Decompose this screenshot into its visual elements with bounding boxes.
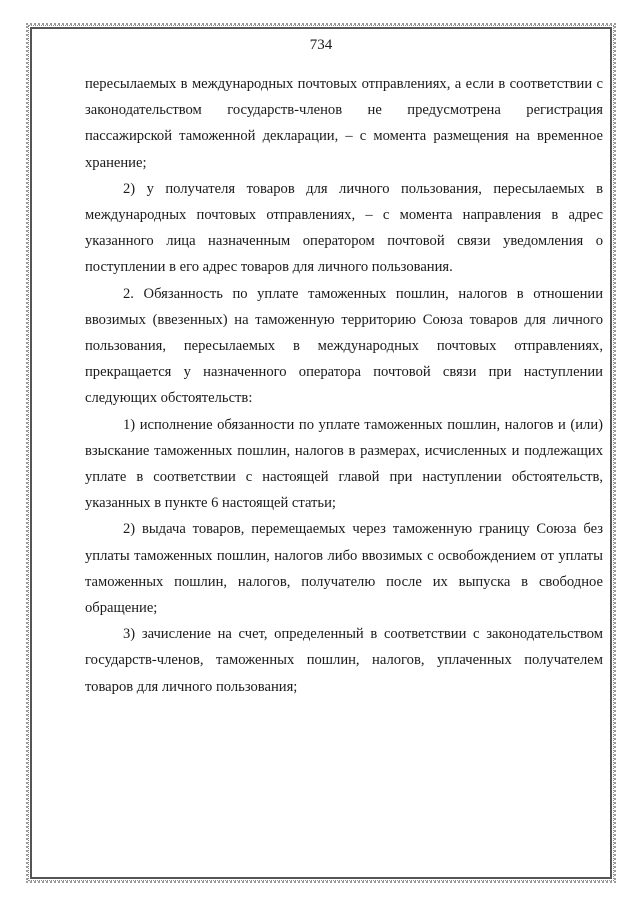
paragraph-continuation: пересылаемых в международных почтовых отправлениях, а если в соответствии с законодательством государств-членов не предусмотрена регистрация пассажирской таможенной декларации, – с момента размещения на временное хранение; <box>85 76 603 171</box>
paragraph-subitem-1: 1) исполнение обязанности по уплате таможенных пошлин, налогов и (или) взыскание таможенных пошлин, налогов в размерах, исчисленных и подлежащих уплате в соответствии с настоящей главой при наступлении обстоятельств, указанных в пункте 6 настоящей статьи; <box>85 416 603 512</box>
page-number: 734 <box>309 37 333 53</box>
paragraph-item-2-recipient: 2) у получателя товаров для личного пользования, пересылаемых в международных почтовых отправлениях, – с момента направления в адрес указанного лица назначенным оператором почтовой связи уведомления о поступлении в его адрес товаров для личного пользования. <box>85 180 603 276</box>
document-body <box>85 71 603 700</box>
paragraph-subitem-3: 3) зачисление на счет, определенный в соответствии с законодательством государств-членов, таможенных пошлин, налогов, уплаченных получателем товаров для личного пользования; <box>85 626 603 695</box>
paragraph-subitem-2: 2) выдача товаров, перемещаемых через таможенную границу Союза без уплаты таможенных пошлин, налогов либо ввозимых с освобождением от уплаты таможенных пошлин, налогов, получателю после их выпуска в свободное обращение; <box>85 521 603 617</box>
document-page <box>30 27 612 879</box>
paragraph-clause-2: 2. Обязанность по уплате таможенных пошлин, налогов в отношении ввозимых (ввезенных) на таможенную территорию Союза товаров для личного пользования, пересылаемых в международных почтовых отправлениях, прекращается у назначенного оператора почтовой связи при наступлении следующих обстоятельств: <box>85 285 603 407</box>
